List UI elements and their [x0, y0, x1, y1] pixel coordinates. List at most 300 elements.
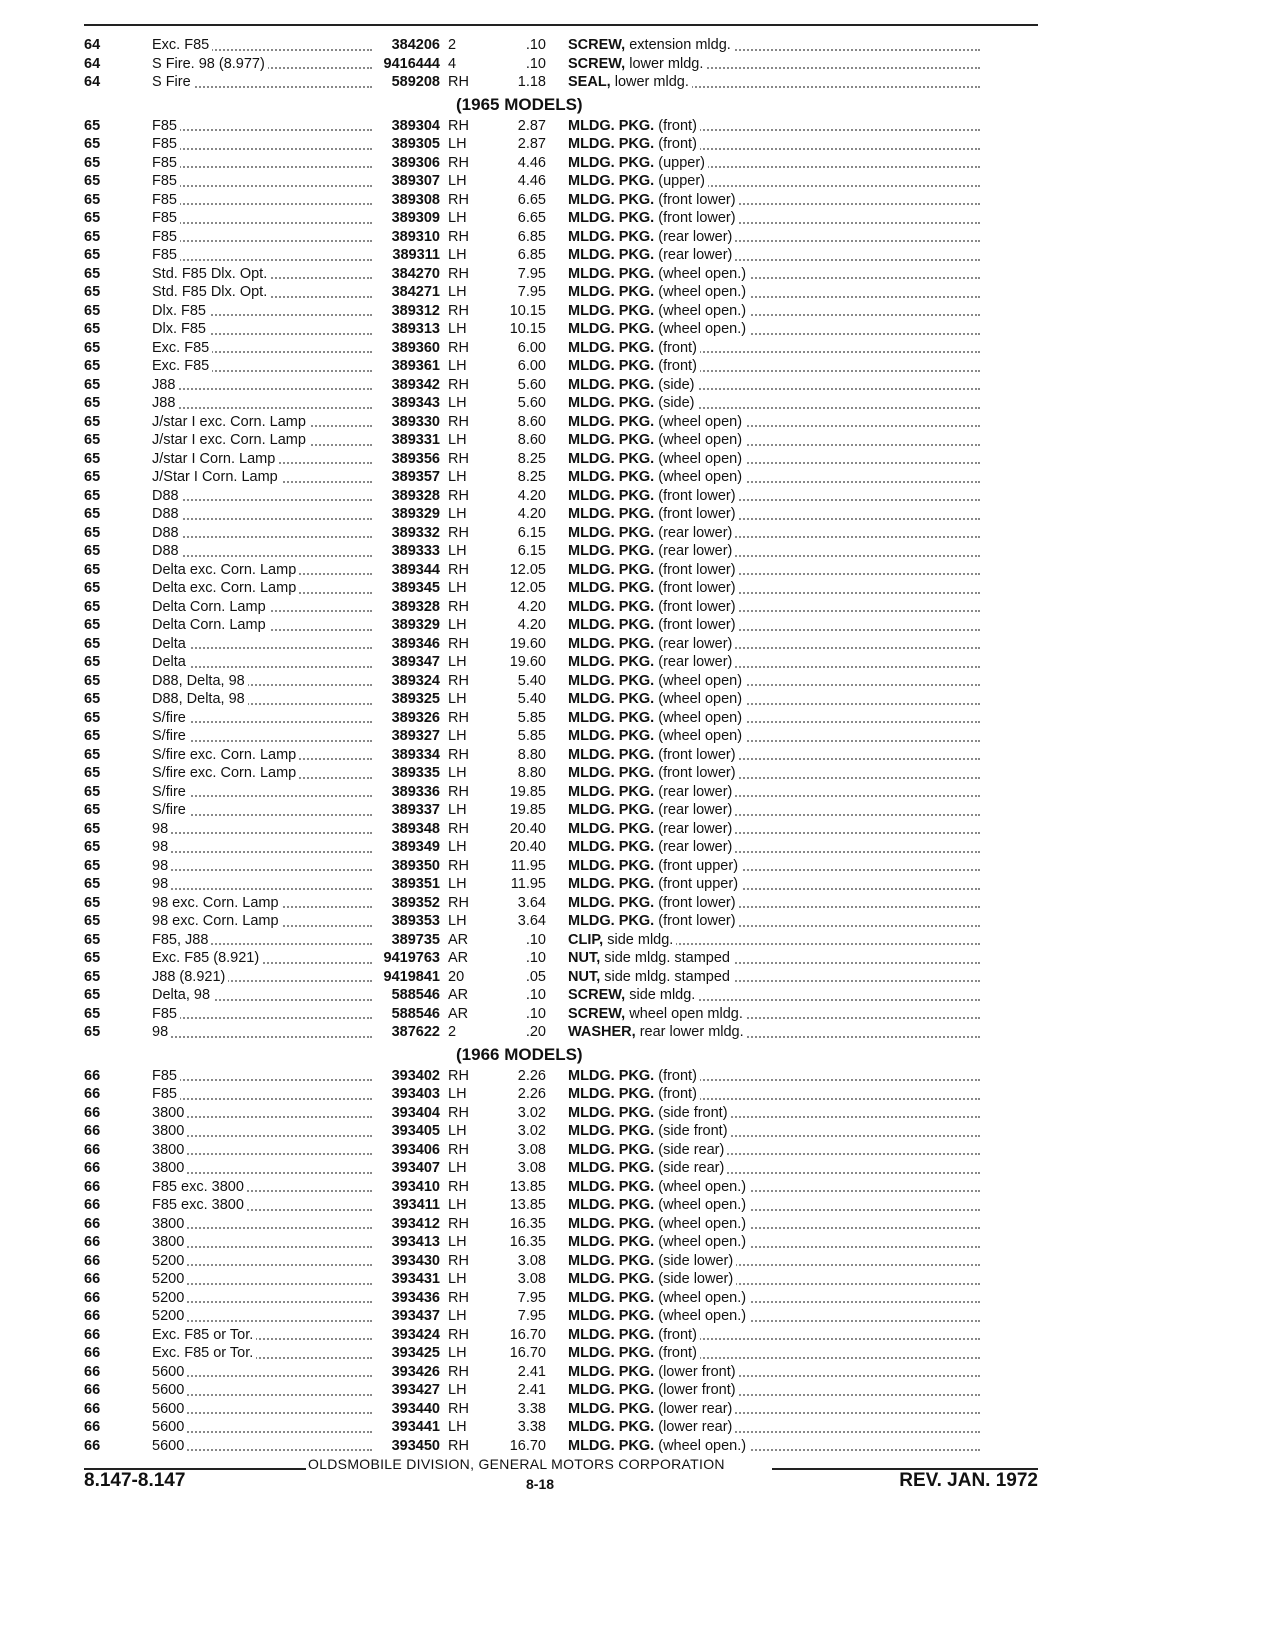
item-name: MLDG. PKG.	[568, 487, 655, 504]
description-cell	[568, 228, 980, 247]
part-number-cell: 393411	[392, 1197, 440, 1213]
price-cell: 11.95	[510, 857, 546, 874]
year-cell: 65	[84, 1024, 101, 1040]
year-cell: 65	[84, 543, 101, 559]
item-name: MLDG. PKG.	[568, 284, 655, 300]
table-row	[84, 1289, 1044, 1308]
year-cell: 66	[84, 1178, 101, 1195]
quantity-cell: LH	[448, 1160, 467, 1176]
top-rule	[84, 24, 1038, 26]
description-cell	[568, 653, 980, 672]
item-detail: (rear lower)	[658, 228, 733, 245]
quantity-cell: RH	[448, 117, 469, 134]
item-name: MLDG. PKG.	[568, 913, 655, 929]
part-number-cell: 389356	[391, 450, 440, 467]
description-cell	[568, 727, 980, 746]
part-number-cell: 588546	[391, 1005, 440, 1022]
description-cell	[568, 1437, 980, 1456]
item-detail: (side)	[658, 395, 695, 411]
page-number: 8-18	[526, 1476, 555, 1492]
description-cell	[568, 172, 980, 191]
year-cell: 65	[84, 117, 101, 134]
part-number-cell: 393450	[391, 1437, 440, 1454]
part-number-cell: 588546	[391, 987, 440, 1003]
quantity-cell: LH	[448, 1382, 467, 1398]
item-detail: (front lower)	[658, 598, 736, 615]
quantity-cell: LH	[448, 247, 467, 263]
model-cell: 5600	[152, 1400, 380, 1419]
table-row	[84, 394, 1044, 413]
quantity-cell: RH	[448, 1067, 469, 1084]
price-cell: 19.60	[509, 635, 546, 652]
model-cell: 98 exc. Corn. Lamp	[152, 894, 380, 913]
table-row	[84, 635, 1044, 654]
quantity-cell: RH	[448, 635, 469, 652]
table-row	[84, 1104, 1044, 1123]
item-name: MLDG. PKG.	[568, 1197, 655, 1213]
year-cell: 65	[84, 765, 101, 781]
model-cell: D88	[152, 524, 380, 543]
item-name: MLDG. PKG.	[568, 1308, 655, 1324]
quantity-cell: LH	[448, 580, 467, 596]
item-detail: (lower front)	[658, 1382, 736, 1398]
quantity-cell: LH	[448, 691, 467, 707]
item-detail: (front)	[658, 339, 697, 356]
item-name: MLDG. PKG.	[568, 635, 655, 652]
year-cell: 65	[84, 691, 101, 707]
item-name: MLDG. PKG.	[568, 413, 655, 430]
item-name: SCREW,	[568, 987, 626, 1003]
price-cell: 5.60	[517, 376, 546, 393]
table-row	[84, 117, 1044, 136]
item-name: WASHER,	[568, 1024, 636, 1040]
item-name: MLDG. PKG.	[568, 136, 655, 152]
price-cell: 8.80	[517, 765, 546, 781]
quantity-cell: RH	[448, 191, 469, 208]
item-name: MLDG. PKG.	[568, 432, 655, 448]
price-cell: 11.95	[510, 876, 546, 892]
description-cell	[568, 487, 980, 506]
description-cell	[568, 1196, 980, 1215]
year-cell: 65	[84, 950, 101, 966]
quantity-cell: RH	[448, 1215, 469, 1232]
price-cell: 3.02	[517, 1104, 546, 1121]
part-number-cell: 389361	[391, 358, 440, 374]
part-number-cell: 389344	[391, 561, 440, 578]
table-row	[84, 1418, 1044, 1437]
item-name: MLDG. PKG.	[568, 1141, 655, 1158]
part-number-cell: 389342	[391, 376, 440, 393]
part-number-cell: 393436	[391, 1289, 440, 1306]
year-cell: 65	[84, 709, 101, 726]
price-cell: 6.85	[517, 247, 546, 263]
item-name: MLDG. PKG.	[568, 506, 655, 522]
item-detail: (front lower)	[658, 210, 736, 226]
year-cell: 66	[84, 1382, 101, 1398]
item-detail: (lower rear)	[658, 1400, 733, 1417]
quantity-cell: LH	[448, 1234, 467, 1250]
price-cell: 12.05	[509, 561, 546, 578]
price-cell: .05	[525, 968, 546, 985]
description-cell	[568, 394, 980, 413]
year-cell: 65	[84, 913, 101, 929]
price-cell: 6.65	[517, 191, 546, 208]
table-row	[84, 912, 1044, 931]
price-cell: 3.08	[517, 1141, 546, 1158]
part-number-cell: 389330	[391, 413, 440, 430]
item-detail: (rear lower)	[658, 783, 733, 800]
quantity-cell: LH	[448, 284, 467, 300]
price-cell: 3.08	[517, 1271, 546, 1287]
description-cell	[568, 1344, 980, 1363]
table-row	[84, 320, 1044, 339]
model-cell: S/fire	[152, 783, 380, 802]
part-number-cell: 389351	[391, 876, 440, 892]
part-number-cell: 389308	[391, 191, 440, 208]
table-row	[84, 653, 1044, 672]
table-row	[84, 413, 1044, 432]
price-cell: 19.85	[509, 802, 546, 818]
price-cell: 8.60	[517, 413, 546, 430]
model-cell: 98	[152, 875, 380, 894]
price-cell: 2.87	[517, 117, 546, 134]
model-cell: Exc. F85	[152, 339, 380, 358]
price-cell: 7.95	[517, 284, 546, 300]
quantity-cell: LH	[448, 1197, 467, 1213]
table-row	[84, 1005, 1044, 1024]
table-row	[84, 505, 1044, 524]
quantity-cell: RH	[448, 598, 469, 615]
price-cell: 8.25	[517, 469, 546, 485]
quantity-cell: LH	[448, 358, 467, 374]
item-detail: (wheel open)	[658, 728, 743, 744]
year-cell: 66	[84, 1234, 101, 1250]
item-detail: lower mldg.	[629, 55, 704, 72]
item-detail: (front lower)	[658, 746, 736, 763]
part-number-cell: 389357	[391, 469, 440, 485]
year-cell: 65	[84, 228, 101, 245]
item-name: MLDG. PKG.	[568, 820, 655, 837]
table-row	[84, 672, 1044, 691]
description-cell	[568, 986, 980, 1005]
item-name: MLDG. PKG.	[568, 543, 655, 559]
item-name: MLDG. PKG.	[568, 1289, 655, 1306]
model-cell: Delta, 98	[152, 986, 380, 1005]
part-number-cell: 389313	[391, 321, 440, 337]
item-detail: (side)	[658, 376, 695, 393]
item-detail: (lower front)	[658, 1363, 736, 1380]
part-number-cell: 393412	[391, 1215, 440, 1232]
table-row	[84, 986, 1044, 1005]
item-detail: (lower rear)	[658, 1419, 733, 1435]
item-detail: (rear lower)	[658, 839, 733, 855]
price-cell: 7.95	[517, 1308, 546, 1324]
price-cell: 6.15	[517, 524, 546, 541]
model-cell: 5600	[152, 1418, 380, 1437]
item-name: MLDG. PKG.	[568, 1215, 655, 1232]
year-cell: 64	[84, 74, 101, 90]
model-cell: F85 exc. 3800	[152, 1196, 380, 1215]
year-cell: 65	[84, 247, 101, 263]
quantity-cell: LH	[448, 469, 467, 485]
part-number-cell: 389336	[391, 783, 440, 800]
year-cell: 65	[84, 802, 101, 818]
year-cell: 65	[84, 820, 101, 837]
table-row	[84, 875, 1044, 894]
price-cell: 3.02	[517, 1123, 546, 1139]
price-cell: 3.08	[517, 1252, 546, 1269]
table-row	[84, 1381, 1044, 1400]
item-name: MLDG. PKG.	[568, 1234, 655, 1250]
item-name: MLDG. PKG.	[568, 1104, 655, 1121]
description-cell	[568, 117, 980, 136]
table-row	[84, 468, 1044, 487]
item-name: MLDG. PKG.	[568, 1363, 655, 1380]
table-row	[84, 1023, 1044, 1042]
year-cell: 65	[84, 173, 101, 189]
item-detail: (wheel open.)	[658, 1308, 747, 1324]
item-detail: side mldg.	[607, 931, 674, 948]
price-cell: 7.95	[517, 265, 546, 282]
model-cell: S/fire exc. Corn. Lamp	[152, 764, 380, 783]
item-detail: (wheel open)	[658, 469, 743, 485]
item-name: MLDG. PKG.	[568, 598, 655, 615]
quantity-cell: LH	[448, 654, 467, 670]
quantity-cell: LH	[448, 1419, 467, 1435]
item-detail: (side rear)	[658, 1160, 725, 1176]
price-cell: 13.85	[509, 1197, 546, 1213]
item-detail: (wheel open.)	[658, 1234, 747, 1250]
quantity-cell: 20	[448, 968, 465, 985]
item-name: MLDG. PKG.	[568, 358, 655, 374]
model-cell: Exc. F85 or Tor.	[152, 1326, 380, 1345]
quantity-cell: LH	[448, 802, 467, 818]
item-name: MLDG. PKG.	[568, 691, 655, 707]
model-cell: D88	[152, 505, 380, 524]
price-cell: .20	[525, 1024, 546, 1040]
model-cell: 3800	[152, 1233, 380, 1252]
part-number-cell: 389306	[391, 154, 440, 171]
model-cell: J/star I exc. Corn. Lamp	[152, 431, 380, 450]
table-row	[84, 431, 1044, 450]
price-cell: 19.85	[509, 783, 546, 800]
quantity-cell: RH	[448, 376, 469, 393]
item-name: MLDG. PKG.	[568, 1252, 655, 1269]
description-cell	[568, 875, 980, 894]
year-cell: 65	[84, 580, 101, 596]
part-number-cell: 393410	[391, 1178, 440, 1195]
table-row	[84, 579, 1044, 598]
description-cell	[568, 1270, 980, 1289]
item-detail: (wheel open)	[658, 450, 743, 467]
item-detail: (wheel open.)	[658, 265, 747, 282]
table-row	[84, 820, 1044, 839]
item-name: MLDG. PKG.	[568, 839, 655, 855]
year-cell: 65	[84, 598, 101, 615]
price-cell: 19.60	[509, 654, 546, 670]
part-number-cell: 389312	[391, 302, 440, 319]
part-number-cell: 589208	[391, 74, 440, 90]
table-row	[84, 154, 1044, 173]
description-cell	[568, 1159, 980, 1178]
price-cell: 13.85	[509, 1178, 546, 1195]
item-name: MLDG. PKG.	[568, 894, 655, 911]
year-cell: 65	[84, 931, 101, 948]
price-cell: 2.26	[517, 1067, 546, 1084]
table-row	[84, 1085, 1044, 1104]
description-cell	[568, 36, 980, 55]
year-cell: 65	[84, 857, 101, 874]
description-cell	[568, 302, 980, 321]
table-row	[84, 55, 1044, 74]
model-cell: Delta	[152, 635, 380, 654]
quantity-cell: RH	[448, 1252, 469, 1269]
year-cell: 65	[84, 191, 101, 208]
model-cell: F85	[152, 172, 380, 191]
year-cell: 65	[84, 358, 101, 374]
price-cell: 16.70	[509, 1345, 546, 1361]
description-cell	[568, 413, 980, 432]
description-cell	[568, 283, 980, 302]
table-row	[84, 209, 1044, 228]
item-detail: (wheel open)	[658, 432, 743, 448]
item-detail: lower mldg.	[614, 74, 689, 90]
item-detail: (front lower)	[658, 506, 736, 522]
table-row	[84, 838, 1044, 857]
year-cell: 66	[84, 1160, 101, 1176]
model-cell: S/fire	[152, 709, 380, 728]
year-cell: 65	[84, 783, 101, 800]
item-name: MLDG. PKG.	[568, 580, 655, 596]
model-cell: 98	[152, 1023, 380, 1042]
part-number-cell: 393405	[391, 1123, 440, 1139]
year-cell: 65	[84, 1005, 101, 1022]
price-cell: 4.20	[517, 598, 546, 615]
item-name: MLDG. PKG.	[568, 154, 655, 171]
quantity-cell: LH	[448, 1308, 467, 1324]
item-detail: (wheel open.)	[658, 284, 747, 300]
model-cell: 3800	[152, 1104, 380, 1123]
model-cell: 5600	[152, 1437, 380, 1456]
part-number-cell: 389307	[391, 173, 440, 189]
year-cell: 65	[84, 524, 101, 541]
item-detail: (wheel open.)	[658, 302, 747, 319]
part-number-cell: 393404	[391, 1104, 440, 1121]
part-number-cell: 389348	[391, 820, 440, 837]
description-cell	[568, 191, 980, 210]
item-detail: (rear lower)	[658, 524, 733, 541]
year-cell: 66	[84, 1252, 101, 1269]
item-detail: extension mldg.	[629, 37, 731, 53]
part-number-cell: 9416444	[383, 55, 440, 72]
quantity-cell: RH	[448, 709, 469, 726]
part-number-cell: 393430	[391, 1252, 440, 1269]
description-cell	[568, 1326, 980, 1345]
item-detail: (wheel open)	[658, 691, 743, 707]
description-cell	[568, 1141, 980, 1160]
item-detail: (upper)	[658, 154, 705, 171]
item-name: MLDG. PKG.	[568, 746, 655, 763]
item-detail: (front lower)	[658, 580, 736, 596]
price-cell: 4.46	[517, 154, 546, 171]
model-cell: S Fire	[152, 73, 380, 92]
description-cell	[568, 1363, 980, 1382]
table-row	[84, 265, 1044, 284]
table-row	[84, 191, 1044, 210]
table-row	[84, 283, 1044, 302]
model-cell: Dlx. F85	[152, 302, 380, 321]
table-row	[84, 1400, 1044, 1419]
year-cell: 65	[84, 728, 101, 744]
item-detail: (front lower)	[658, 487, 736, 504]
year-cell: 64	[84, 55, 101, 72]
item-detail: (wheel open.)	[658, 1178, 747, 1195]
quantity-cell: RH	[448, 74, 469, 90]
price-cell: 3.64	[517, 913, 546, 929]
table-row	[84, 172, 1044, 191]
description-cell	[568, 1085, 980, 1104]
item-name: SCREW,	[568, 55, 626, 72]
year-cell: 65	[84, 876, 101, 892]
quantity-cell: LH	[448, 321, 467, 337]
table-row	[84, 1437, 1044, 1456]
model-cell: 98 exc. Corn. Lamp	[152, 912, 380, 931]
price-cell: 12.05	[509, 580, 546, 596]
quantity-cell: RH	[448, 1178, 469, 1195]
price-cell: 5.40	[517, 691, 546, 707]
year-cell: 66	[84, 1104, 101, 1121]
table-row	[84, 1307, 1044, 1326]
item-detail: (upper)	[658, 173, 705, 189]
table-row	[84, 1215, 1044, 1234]
year-cell: 66	[84, 1067, 101, 1084]
quantity-cell: 2	[448, 1024, 457, 1040]
part-number-cell: 389328	[391, 598, 440, 615]
model-cell: F85 exc. 3800	[152, 1178, 380, 1197]
table-row	[84, 1178, 1044, 1197]
description-cell	[568, 1178, 980, 1197]
quantity-cell: LH	[448, 1086, 467, 1102]
item-name: MLDG. PKG.	[568, 654, 655, 670]
description-cell	[568, 524, 980, 543]
item-name: MLDG. PKG.	[568, 1160, 655, 1176]
quantity-cell: AR	[448, 950, 469, 966]
year-cell: 65	[84, 506, 101, 522]
item-detail: (wheel open.)	[658, 1197, 747, 1213]
item-name: MLDG. PKG.	[568, 617, 655, 633]
price-cell: 2.87	[517, 136, 546, 152]
description-cell	[568, 579, 980, 598]
item-name: MLDG. PKG.	[568, 783, 655, 800]
quantity-cell: LH	[448, 1271, 467, 1287]
parts-list	[84, 36, 1044, 1455]
quantity-cell: RH	[448, 746, 469, 763]
price-cell: 4.20	[517, 506, 546, 522]
table-row	[84, 376, 1044, 395]
year-cell: 65	[84, 395, 101, 411]
description-cell	[568, 894, 980, 913]
item-name: MLDG. PKG.	[568, 802, 655, 818]
model-cell: 3800	[152, 1215, 380, 1234]
model-cell: J88 (8.921)	[152, 968, 380, 987]
quantity-cell: RH	[448, 1104, 469, 1121]
item-detail: (front lower)	[658, 561, 736, 578]
item-name: MLDG. PKG.	[568, 524, 655, 541]
quantity-cell: RH	[448, 783, 469, 800]
table-row	[84, 1196, 1044, 1215]
part-number-cell: 9419763	[383, 950, 440, 966]
description-cell	[568, 357, 980, 376]
